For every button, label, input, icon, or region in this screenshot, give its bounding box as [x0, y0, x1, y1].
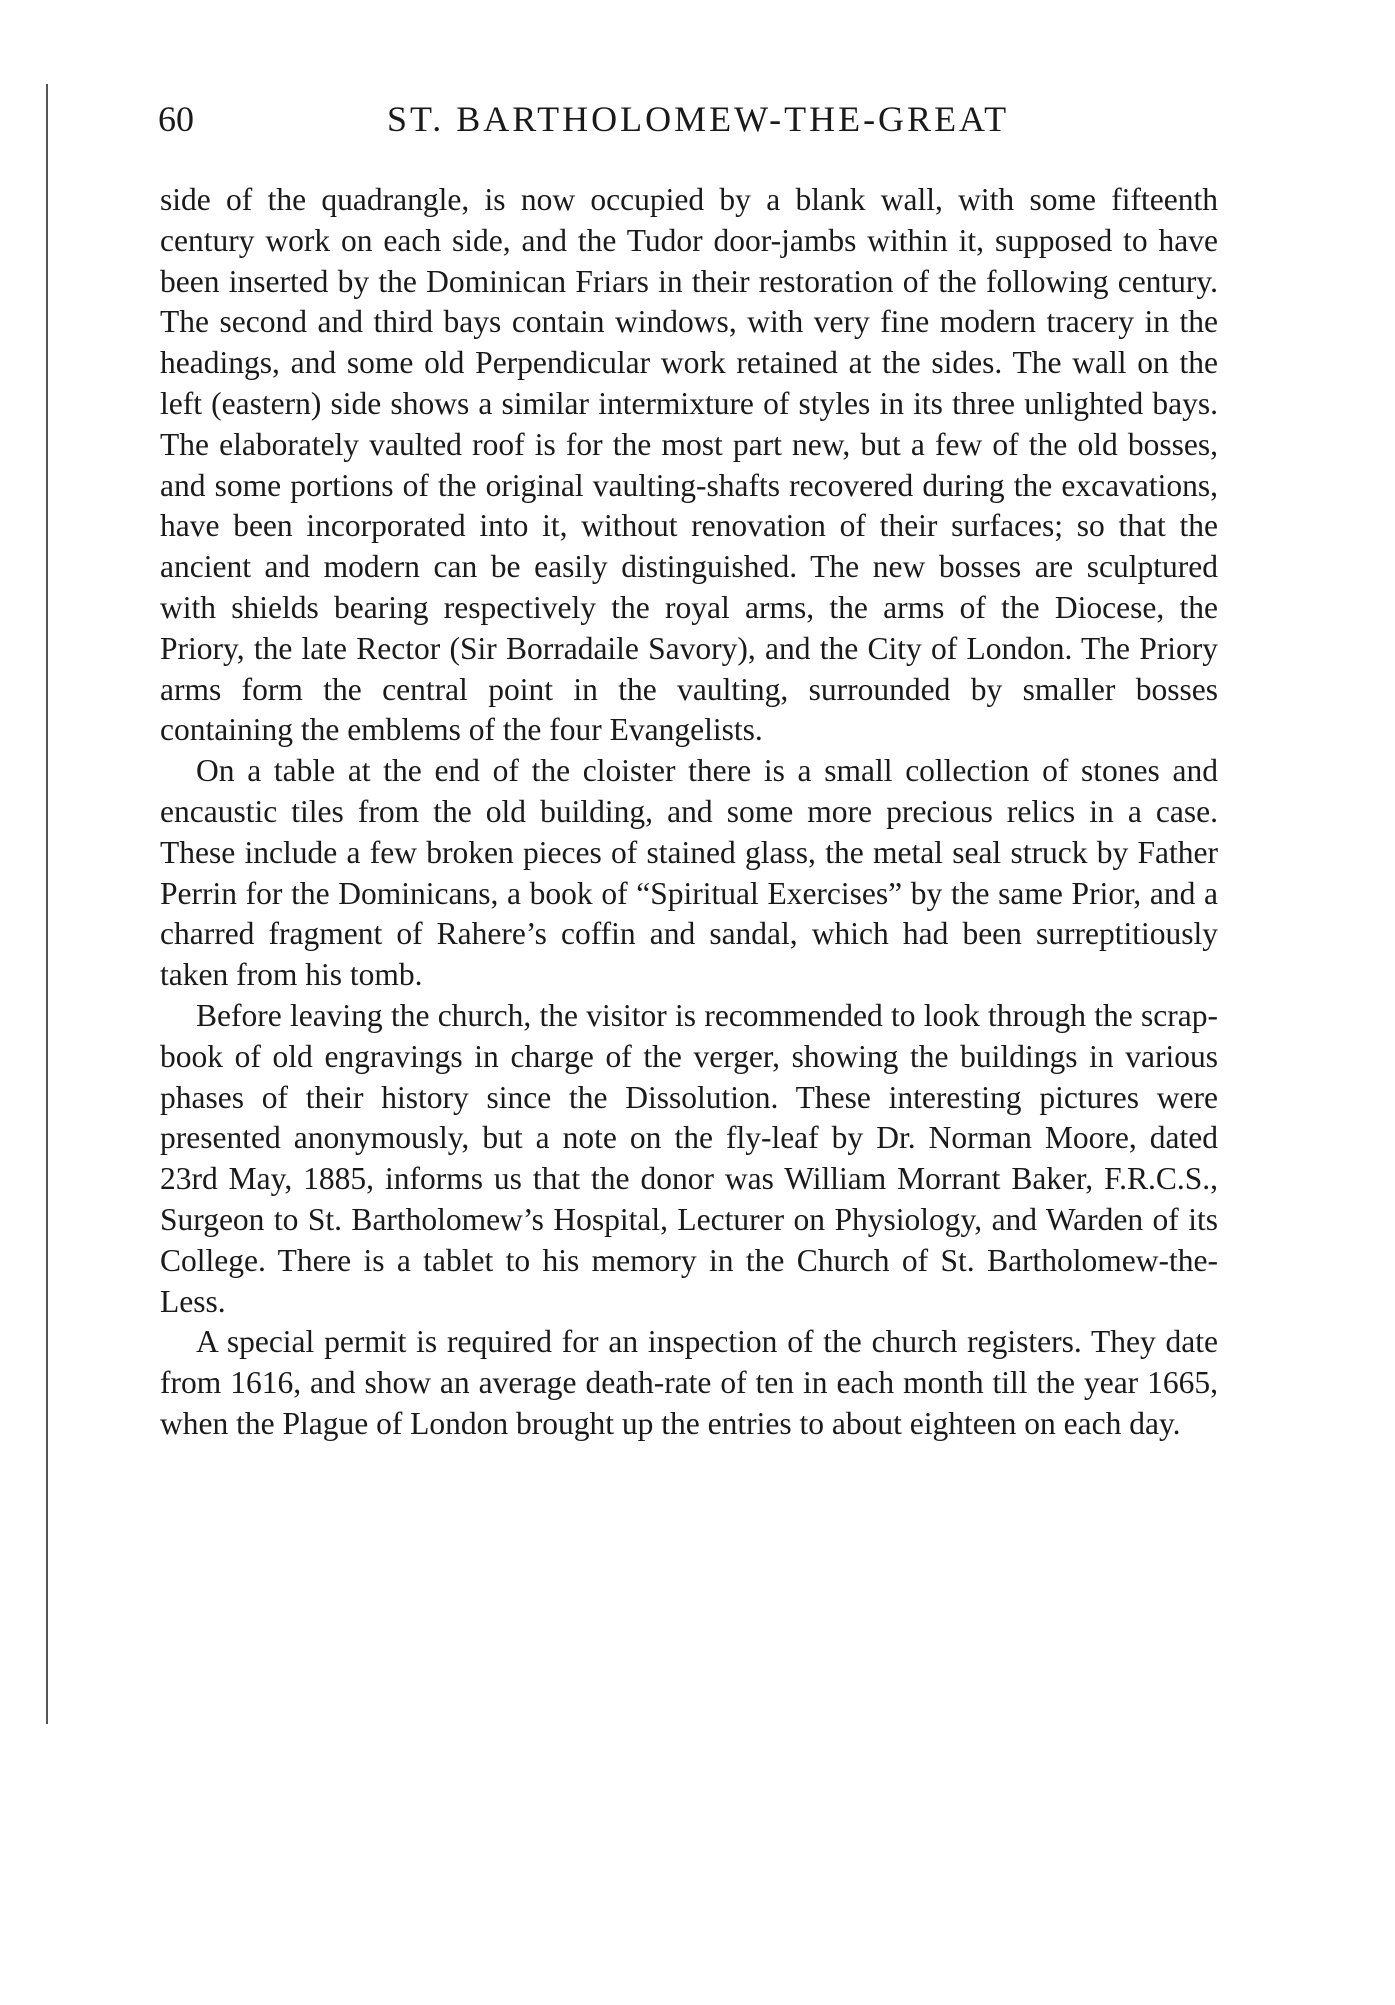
- page-binding-edge: [46, 84, 48, 1724]
- paragraph: side of the quadrangle, is now occupied by a blank wall, with some fifteenth century work on each side, and the Tudor door-jambs within it, supposed to have been inserted by the Dominican Friars in their restoration of the following century. The second and third bays contain windows, with very fine modern tracery in the headings, and some old Perpendicular work retained at the sides. The wall on the left (eastern) side shows a similar intermixture of styles in its three unlighted bays. The elaborately vaulted roof is for the most part new, but a few of the old bosses, and some portions of the original vaulting-shafts recovered during the excavations, have been incorporated into it, without renovation of their surfaces; so that the ancient and modern can be easily distinguished. The new bosses are sculptured with shields bearing respectively the royal arms, the arms of the Diocese, the Priory, the late Rector (Sir Borradaile Savory), and the City of London. The Priory arms form the central point in the vaulting, surrounded by smaller bosses containing the emblems of the four Evangelists.: [160, 182, 1218, 748]
- paragraph: On a table at the end of the cloister there is a small collection of stones and encaustic tiles from the old building, and some more precious relics in a case. These include a few broken pieces of stained glass, the metal seal struck by Father Perrin for the Dominicans, a book of “Spiritual Exercises” by the same Prior, and a charred fragment of Rahere’s coffin and sandal, which had been surreptitiously taken from his tomb.: [160, 753, 1218, 993]
- body-text: [160, 180, 1218, 1445]
- paragraph: Before leaving the church, the visitor is recommended to look through the scrap-book of old engravings in charge of the verger, showing the buildings in various phases of their history since the Dissolution. These interesting pictures were presented anonymously, but a note on the fly-leaf by Dr. Norman Moore, dated 23rd May, 1885, informs us that the donor was William Morrant Baker, F.R.C.S., Surgeon to St. Bartholomew’s Hospital, Lecturer on Physiology, and Warden of its College. There is a tablet to his memory in the Church of St. Bartholomew-the-Less.: [160, 997, 1218, 1319]
- paragraph: A special permit is required for an inspection of the church registers. They date from 1616, and show an average death-rate of ten in each month till the year 1665, when the Plague of London brought up the entries to about eighteen on each day.: [160, 1324, 1218, 1441]
- page-number: 60: [158, 99, 194, 139]
- page-header: [158, 98, 1216, 148]
- running-head: ST. BARTHOLOMEW-THE-GREAT: [386, 99, 1010, 139]
